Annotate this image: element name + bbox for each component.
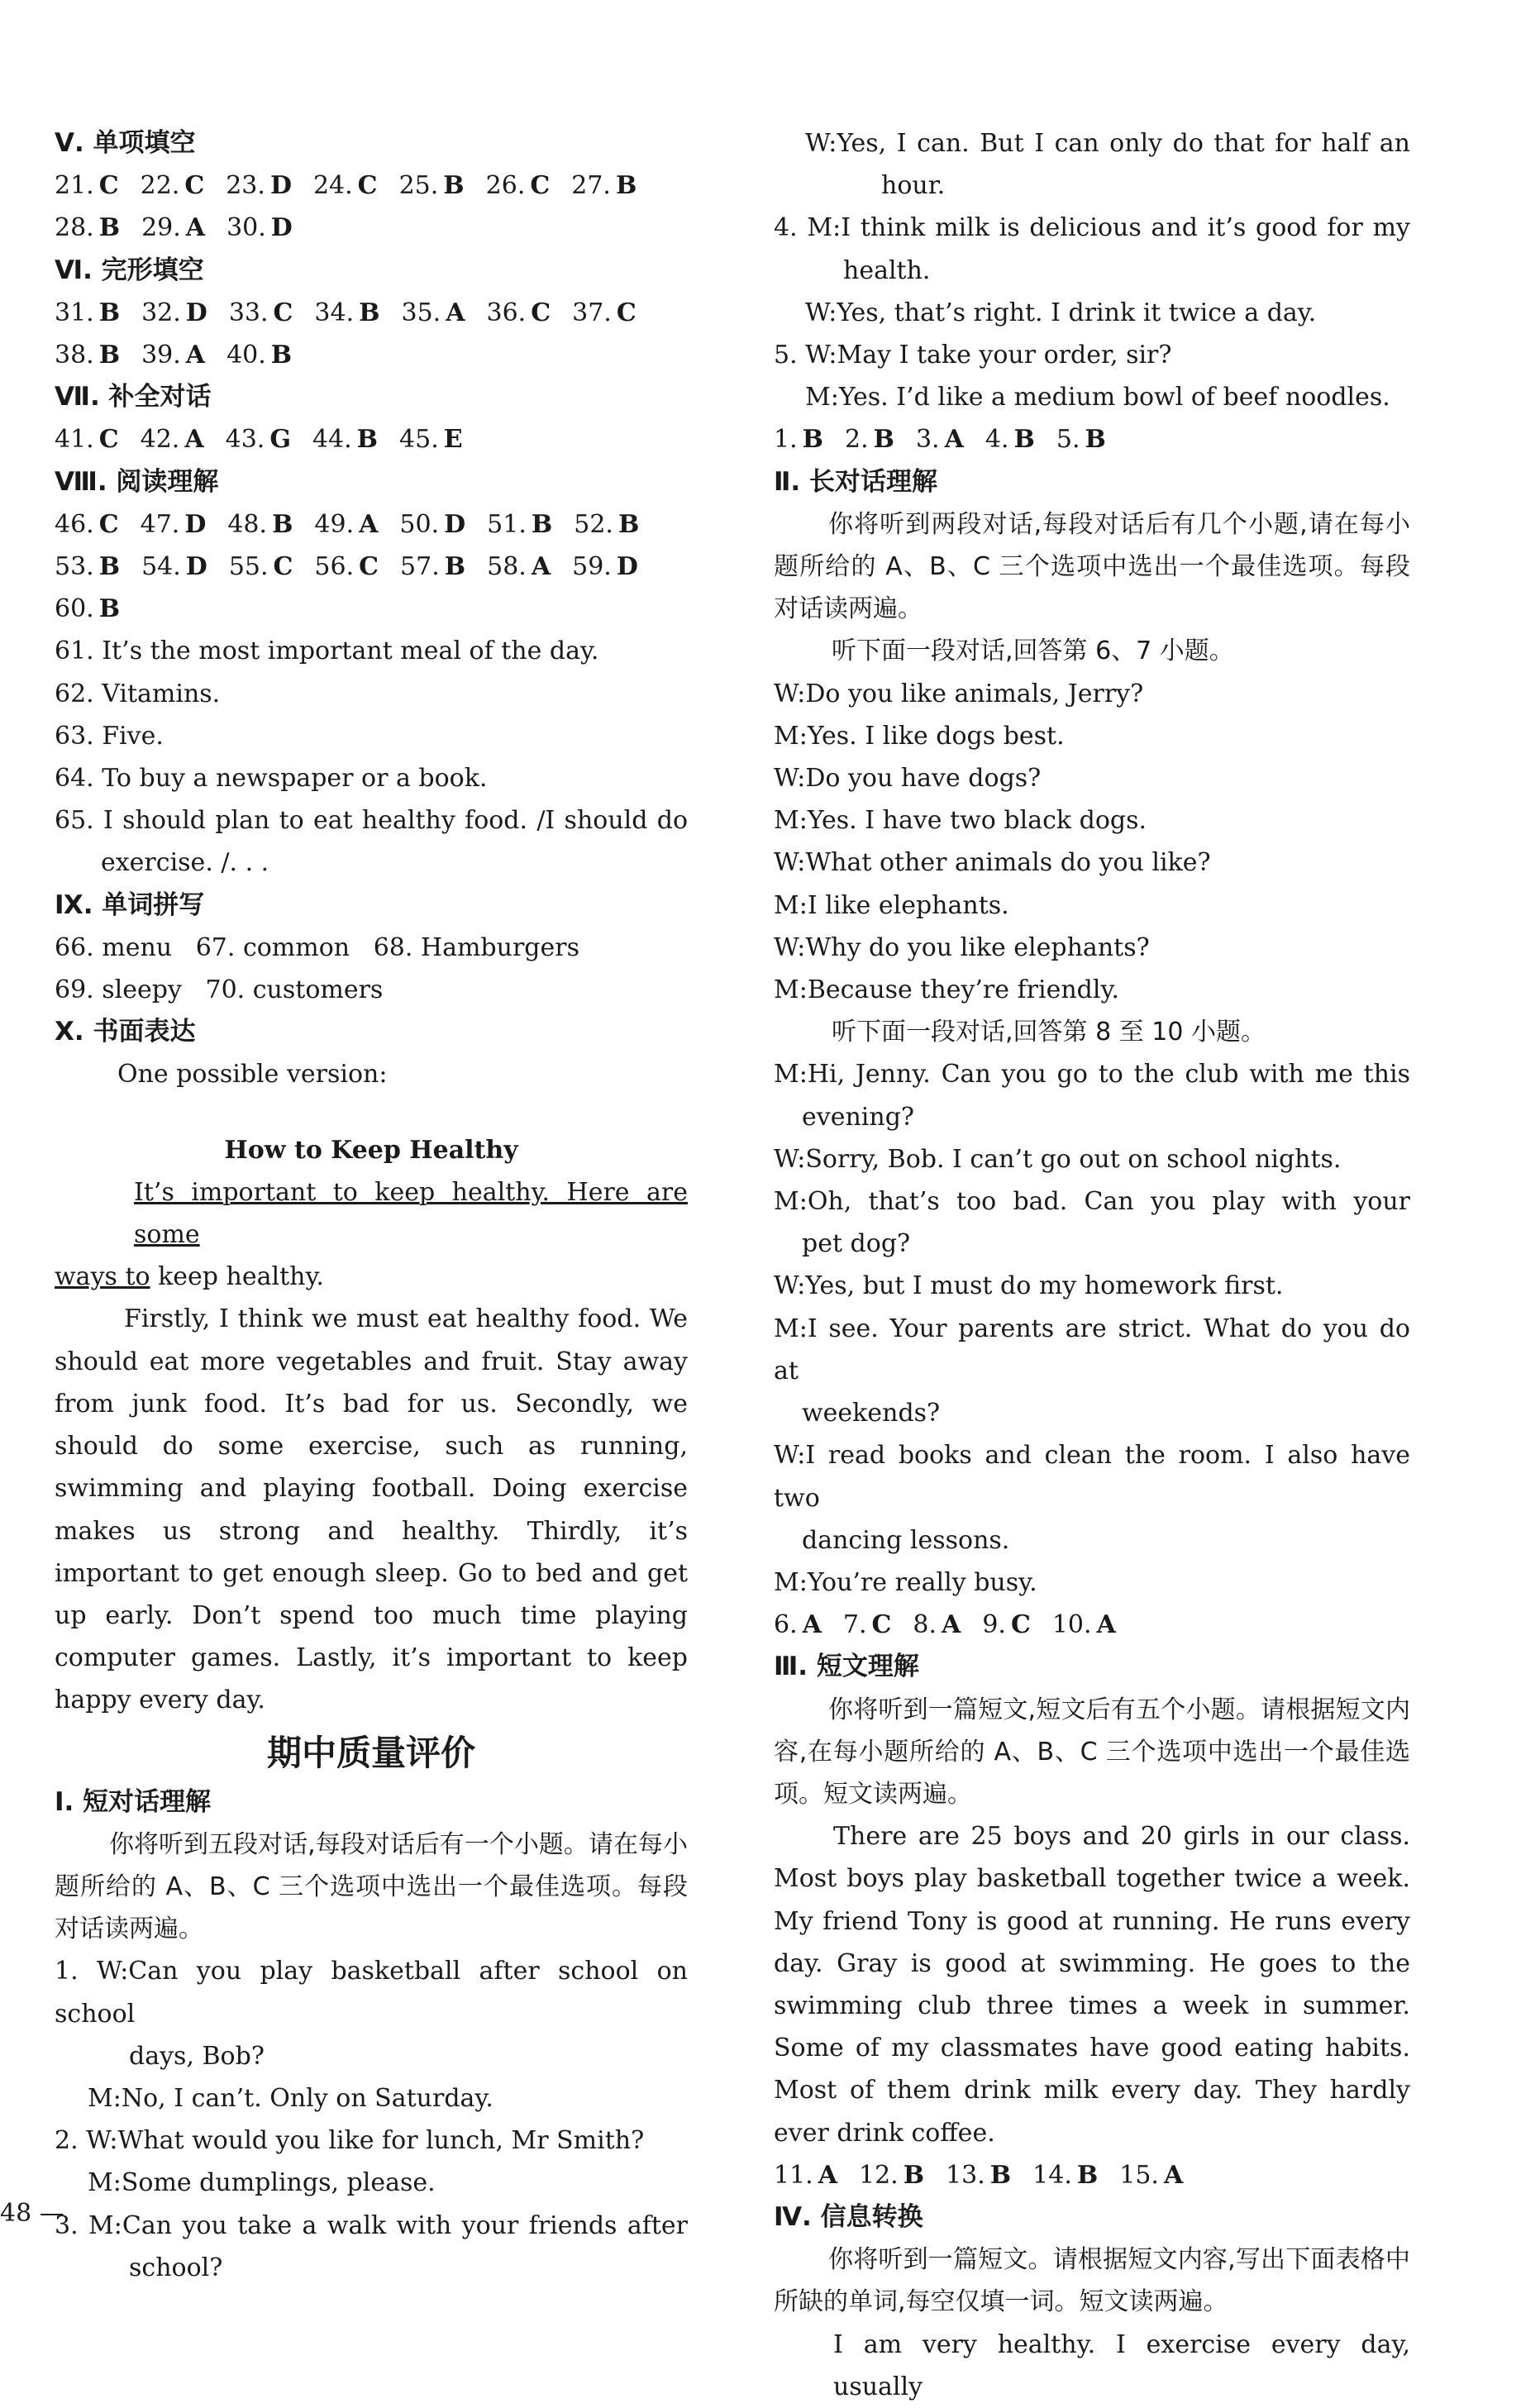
answer-item	[141, 165, 205, 207]
answer-letter: B	[873, 425, 894, 455]
answer-number: 7.	[842, 1610, 867, 1640]
answer-number: 54.	[141, 552, 181, 582]
answer-row	[55, 334, 688, 376]
answer-item	[229, 546, 293, 588]
answer-row	[55, 546, 688, 588]
answer-number: 38.	[55, 341, 94, 370]
conversation-2-line: W:Sorry, Bob. I can’t go out on school nights.	[774, 1144, 1342, 1174]
answer-item	[141, 418, 204, 460]
answer-item	[399, 503, 465, 546]
conversation-1	[774, 673, 1410, 1012]
section-title-7: Ⅶ. 补全对话	[55, 382, 212, 412]
answer-number: 9.	[982, 1610, 1006, 1640]
answer-letter: C	[531, 298, 551, 327]
answer-letter: A	[802, 1610, 822, 1640]
dialog-5-m: M:Yes. I’d like a medium bowl of beef noodles.	[805, 383, 1390, 412]
conversation-line: M:Yes. I have two black dogs.	[774, 806, 1147, 836]
answer-item	[226, 165, 292, 207]
answer-number: 50.	[399, 509, 440, 539]
answer-number: 36.	[486, 298, 527, 327]
dialog-5-w: 5. W:May I take your order, sir?	[774, 341, 1172, 370]
dialog-1-w-cont: days, Bob?	[129, 2041, 265, 2071]
answer-letter: C	[530, 171, 551, 201]
answer-number: 10.	[1051, 1610, 1092, 1640]
answer-item	[774, 2154, 837, 2196]
dialog-2-m: M:Some dumplings, please.	[88, 2168, 436, 2198]
answer-61: 61. It’s the most important meal of the day.	[55, 637, 599, 666]
listening-4-text: I am very healthy. I exercise every day, usually	[833, 2329, 1410, 2401]
answer-row	[55, 418, 688, 460]
answer-item	[55, 503, 119, 546]
answer-letter: D	[616, 552, 638, 582]
answer-item	[314, 292, 379, 334]
conversation-line: M:Yes. I like dogs best.	[774, 721, 1065, 751]
answer-letter: C	[273, 552, 293, 582]
answer-letter: D	[444, 509, 466, 539]
answer-letter: B	[356, 425, 379, 455]
answer-letter: B	[272, 509, 293, 539]
answer-number: 14.	[1032, 2160, 1072, 2190]
conversation-2-line: W:I read books and clean the room. I also have two	[774, 1441, 1410, 1513]
answer-item	[1056, 418, 1106, 460]
answer-number: 32.	[141, 298, 181, 327]
answer-number: 13.	[946, 2160, 985, 2190]
listening-2-instructions: 你将听到两段对话,每段对话后有几个小题,请在每小题所给的 A、B、C 三个选项中选出一个最佳选项。每段对话读两遍。	[774, 509, 1410, 624]
answer-item	[141, 503, 207, 546]
listening-1-title: Ⅰ. 短对话理解	[55, 1786, 212, 1817]
listening-3-text: There are 25 boys and 20 girls in our class. Most boys play basketball together twice a week. My friend Tony is good at running. He runs every day. Gray is good at swimming. He goes to the swimming club three times a week in summer. Some of my classmates have good eating habits. Most of them drink milk every day. They hardly ever drink coffee.	[774, 1822, 1410, 2148]
answer-number: 35.	[401, 298, 441, 327]
listening-3-title: Ⅲ. 短文理解	[774, 1652, 919, 1682]
answer-letter: A	[446, 298, 465, 327]
answer-letter: D	[185, 552, 207, 582]
essay-rest: keep healthy.	[150, 1262, 324, 1292]
answer-number: 59.	[572, 552, 612, 582]
answer-number: 45.	[399, 425, 439, 455]
answer-number: 4.	[985, 425, 1009, 455]
answer-item	[572, 292, 637, 334]
essay-title: How to Keep Healthy	[224, 1135, 518, 1165]
answer-letter: A	[184, 425, 204, 455]
answer-letter: A	[185, 341, 206, 370]
section-title-6: Ⅵ. 完形填空	[55, 255, 204, 285]
answer-letter: B	[98, 213, 121, 243]
answer-letter: A	[1096, 1610, 1116, 1640]
answer-number: 11.	[774, 2160, 813, 2190]
answer-item	[574, 503, 639, 546]
answer-letter: A	[185, 213, 206, 243]
answer-item	[1032, 2154, 1098, 2196]
answer-64: 64. To buy a newspaper or a book.	[55, 764, 488, 794]
answer-number: 46.	[55, 509, 94, 539]
answer-letter: B	[1013, 425, 1035, 455]
answer-number: 28.	[55, 213, 94, 243]
answer-item	[487, 503, 552, 546]
answer-number: 39.	[141, 341, 181, 370]
answer-number: 5.	[1056, 425, 1080, 455]
answer-number: 34.	[314, 298, 355, 327]
answer-item	[314, 503, 378, 546]
answer-item	[55, 292, 120, 334]
answer-number: 33.	[228, 298, 269, 327]
answer-item	[314, 546, 379, 588]
conversation-line: W:What other animals do you like?	[774, 848, 1211, 878]
conversation-2-cont: pet dog?	[802, 1229, 911, 1259]
conversation-2-cont: weekends?	[802, 1399, 941, 1428]
answer-item	[487, 292, 551, 334]
dialog-4-w: W:Yes, that’s right. I drink it twice a day.	[805, 298, 1317, 327]
answer-number: 40.	[226, 341, 266, 370]
dialog-2-w: 2. W:What would you like for lunch, Mr Smith?	[55, 2126, 645, 2156]
answer-item	[985, 418, 1035, 460]
essay-underlined: ways to	[55, 1262, 150, 1292]
dialog-3-m-cont: school?	[129, 2253, 223, 2282]
answer-row	[55, 165, 688, 207]
answer-item	[55, 546, 120, 588]
answer-item	[913, 1604, 961, 1646]
answer-item	[141, 207, 205, 249]
answer-number: 48.	[227, 509, 268, 539]
conversation-2-line: M:You’re really busy.	[774, 1567, 1037, 1597]
answer-number: 24.	[312, 171, 353, 201]
answer-item	[1119, 2154, 1183, 2196]
answer-letter: B	[98, 298, 121, 327]
answer-letter: A	[359, 509, 379, 539]
answer-item	[916, 418, 964, 460]
answer-letter: C	[184, 171, 205, 201]
answer-letter: A	[818, 2160, 837, 2190]
answer-letter: D	[184, 509, 207, 539]
answer-number: 26.	[485, 171, 526, 201]
answer-number: 58.	[487, 552, 527, 582]
dialog-1-w: 1. W:Can you play basketball after school on school	[55, 1957, 688, 2029]
answer-letter: B	[98, 341, 121, 370]
answer-row	[55, 207, 688, 249]
answer-item	[313, 165, 378, 207]
answer-number: 51.	[487, 509, 527, 539]
essay-line-1: It’s important to keep healthy. Here are some	[134, 1177, 688, 1250]
answer-item	[55, 334, 120, 376]
conversation-2-line: M:Hi, Jenny. Can you go to the club with me this	[774, 1060, 1410, 1090]
essay-line-2	[55, 1256, 688, 1298]
dialog-3-w: W:Yes, I can. But I can only do that for half an	[805, 129, 1410, 158]
answer-item	[400, 546, 465, 588]
page-number: 48 —	[0, 2199, 64, 2228]
answer-number: 41.	[55, 425, 94, 455]
answer-62: 62. Vitamins.	[55, 679, 221, 708]
answer-item	[229, 292, 293, 334]
listening-4-instructions: 你将听到一篇短文。请根据短文内容,写出下面表格中所缺的单词,每空仅填一词。短文读两遍。	[774, 2245, 1410, 2317]
answer-letter: C	[98, 171, 119, 201]
conversation-line: W:Do you like animals, Jerry?	[774, 679, 1144, 708]
answer-letter: E	[443, 425, 463, 455]
answer-letter: C	[359, 552, 379, 582]
spelling-answers-1: 66. menu 67. common 68. Hamburgers	[55, 932, 579, 962]
answer-number: 49.	[314, 509, 355, 539]
answer-letter: D	[269, 171, 292, 201]
answer-number: 8.	[913, 1610, 937, 1640]
answer-number: 23.	[226, 171, 265, 201]
listening-4-title: Ⅳ. 信息转换	[774, 2201, 923, 2232]
answer-letter: C	[1010, 1610, 1031, 1640]
answer-letter: B	[617, 509, 640, 539]
answer-letter: C	[98, 425, 119, 455]
answer-item	[55, 165, 119, 207]
answer-item	[55, 588, 120, 630]
answer-63: 63. Five.	[55, 721, 164, 751]
right-column	[774, 122, 1410, 2408]
answer-letter: B	[615, 171, 637, 201]
answer-number: 30.	[226, 213, 266, 243]
answer-item	[141, 546, 207, 588]
answer-item	[402, 292, 465, 334]
conversation-line: M:I like elephants.	[774, 890, 1009, 920]
answer-number: 6.	[774, 1610, 798, 1640]
answer-letter: B	[802, 425, 823, 455]
answer-number: 42.	[140, 425, 180, 455]
answer-letter: B	[989, 2160, 1012, 2190]
answer-item	[55, 418, 119, 460]
answer-item	[572, 546, 638, 588]
answer-number: 57.	[400, 552, 440, 582]
answer-number: 21.	[55, 171, 94, 201]
midterm-title: 期中质量评价	[266, 1732, 475, 1773]
answer-letter: B	[98, 594, 121, 624]
listening-2-title: Ⅱ. 长对话理解	[774, 466, 937, 497]
conversation-2-line: M:Oh, that’s too bad. Can you play with your	[774, 1187, 1410, 1217]
answer-row	[774, 1604, 1410, 1646]
answer-number: 1.	[774, 425, 798, 455]
answer-number: 56.	[314, 552, 355, 582]
dialog-3-m: 3. M:Can you take a walk with your friends after	[55, 2210, 688, 2240]
answer-item	[226, 418, 291, 460]
answer-letter: B	[443, 171, 465, 201]
section-title-10: Ⅹ. 书面表达	[55, 1017, 196, 1047]
answer-number: 27.	[571, 171, 611, 201]
answer-number: 43.	[225, 425, 265, 455]
answer-65-cont: exercise. /. . .	[101, 848, 269, 878]
spelling-answers-2: 69. sleepy 70. customers	[55, 975, 384, 1005]
possible-version: One possible version:	[117, 1060, 388, 1090]
answer-item	[399, 165, 465, 207]
answer-letter: C	[273, 298, 293, 327]
conversation-2-line: W:Yes, but I must do my homework first.	[774, 1271, 1284, 1301]
answer-item	[774, 418, 823, 460]
answer-item	[226, 334, 292, 376]
answer-letter: A	[944, 425, 964, 455]
conversation-2-line: M:I see. Your parents are strict. What do you do at	[774, 1314, 1410, 1385]
conversation-line: W:Do you have dogs?	[774, 764, 1042, 794]
answer-item	[399, 418, 463, 460]
answer-65: 65. I should plan to eat healthy food. /I should do	[55, 806, 688, 836]
conversation-2-cont: evening?	[802, 1102, 914, 1132]
answer-number: 2.	[844, 425, 869, 455]
answer-item	[55, 207, 120, 249]
answer-letter: B	[1076, 2160, 1099, 2190]
conversation-2-prompt: 听下面一段对话,回答第 8 至 10 小题。	[832, 1018, 1266, 1047]
answer-number: 53.	[55, 552, 94, 582]
answer-item	[845, 418, 894, 460]
answer-letter: C	[871, 1610, 892, 1640]
answer-item	[982, 1604, 1031, 1646]
answer-number: 31.	[55, 298, 94, 327]
answer-row	[55, 503, 688, 546]
answer-item	[312, 418, 378, 460]
answer-item	[843, 1604, 892, 1646]
answer-number: 29.	[141, 213, 181, 243]
answer-number: 25.	[398, 171, 439, 201]
answer-letter: B	[531, 509, 553, 539]
answer-letter: C	[98, 509, 119, 539]
answer-letter: B	[359, 298, 380, 327]
answer-letter: C	[616, 298, 637, 327]
conversation-2-cont: dancing lessons.	[802, 1525, 1010, 1555]
answer-row	[774, 418, 1410, 460]
answer-number: 12.	[859, 2160, 899, 2190]
answer-item	[487, 546, 551, 588]
answer-number: 37.	[572, 298, 612, 327]
answer-letter: B	[1085, 425, 1106, 455]
conversation-line: W:Why do you like elephants?	[774, 932, 1150, 962]
answer-letter: A	[1163, 2160, 1184, 2190]
essay-body: Firstly, I think we must eat healthy food. We should eat more vegetables and fruit. Stay away from junk food. It’s bad for us. Secondly, we should do some exercise, such as running, swimming and playing football. Doing exercise makes us strong and healthy. Thirdly, it’s important to get enough sleep. Go to bed and get up early. Don’t spend too much time playing computer games. Lastly, it’s important to keep happy every day.	[55, 1304, 688, 1715]
answer-letter: A	[942, 1610, 961, 1640]
answer-item	[141, 334, 205, 376]
answer-number: 47.	[140, 509, 180, 539]
section-title-8: Ⅷ. 阅读理解	[55, 466, 219, 497]
answer-number: 22.	[140, 171, 180, 201]
answer-letter: G	[269, 425, 291, 455]
dialog-1-m: M:No, I can’t. Only on Saturday.	[88, 2083, 493, 2113]
answer-letter: B	[903, 2160, 925, 2190]
answer-letter: D	[270, 213, 293, 243]
answer-letter: A	[531, 552, 551, 582]
answer-letter: D	[185, 298, 207, 327]
left-column	[55, 122, 688, 2289]
answer-item	[571, 165, 637, 207]
conversation-1-prompt: 听下面一段对话,回答第 6、7 小题。	[832, 637, 1234, 666]
answer-row	[55, 588, 688, 630]
answer-row	[774, 2154, 1410, 2196]
answer-number: 60.	[55, 594, 94, 624]
answer-item	[774, 1604, 822, 1646]
answer-item	[141, 292, 207, 334]
section-title-5: Ⅴ. 单项填空	[55, 128, 196, 158]
answer-number: 44.	[312, 425, 352, 455]
answer-letter: B	[444, 552, 466, 582]
dialog-4-m-cont: health.	[843, 255, 931, 285]
listening-1-instructions: 你将听到五段对话,每段对话后有一个小题。请在每小题所给的 A、B、C 三个选项中选出一个最佳选项。每段对话读两遍。	[55, 1829, 688, 1944]
answer-item	[946, 2154, 1011, 2196]
answer-item	[226, 207, 293, 249]
answer-letter: C	[357, 171, 378, 201]
answer-letter: B	[98, 552, 121, 582]
answer-item	[227, 503, 293, 546]
answer-letter: B	[270, 341, 293, 370]
answer-number: 3.	[915, 425, 940, 455]
answer-row	[55, 292, 688, 334]
dialog-3-w-cont: hour.	[881, 171, 946, 201]
answer-number: 55.	[228, 552, 269, 582]
answer-item	[1052, 1604, 1116, 1646]
conversation-line: M:Because they’re friendly.	[774, 975, 1119, 1005]
section-title-9: Ⅸ. 单词拼写	[55, 889, 205, 920]
answer-number: 15.	[1119, 2160, 1159, 2190]
answer-number: 52.	[574, 509, 613, 539]
listening-3-instructions: 你将听到一篇短文,短文后有五个小题。请根据短文内容,在每小题所给的 A、B、C 三个选项中选出一个最佳选项。短文读两遍。	[774, 1695, 1410, 1809]
answer-item	[486, 165, 551, 207]
answer-item	[859, 2154, 924, 2196]
dialog-4-m: 4. M:I think milk is delicious and it’s good for my	[774, 213, 1410, 243]
